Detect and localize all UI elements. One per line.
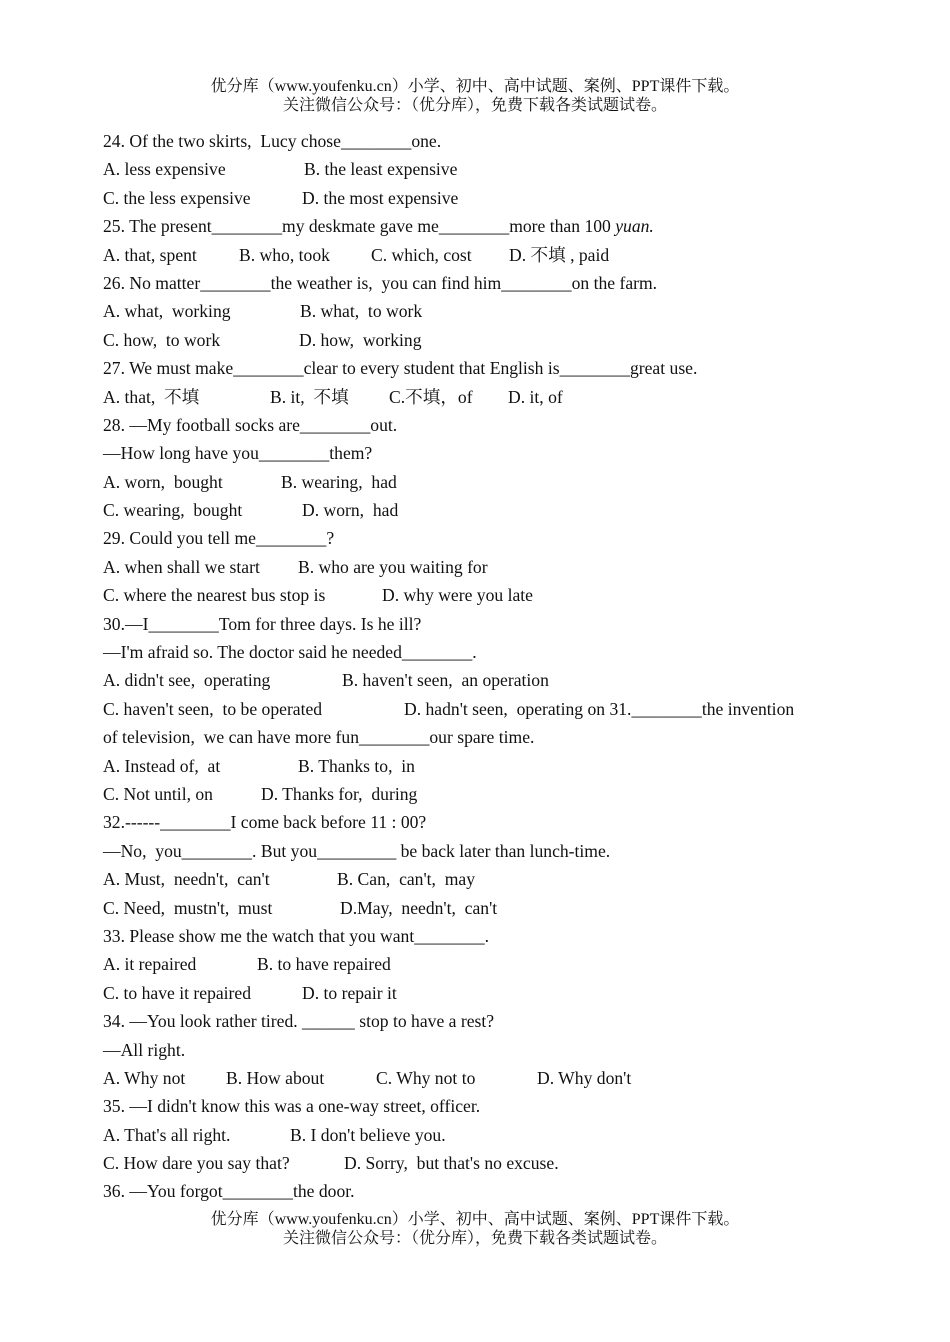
answer-option: A. that, spent <box>103 244 197 265</box>
answer-option: D. hadn't seen, operating on 31.________the invention <box>404 698 795 719</box>
answer-option: A. didn't see, operating <box>103 670 271 691</box>
answer-option: D. Sorry, but that's no excuse. <box>344 1153 559 1174</box>
question-text: 24. Of the two skirts, Lucy chose________one. <box>103 131 442 151</box>
options-line <box>103 1121 843 1149</box>
answer-option: A. that, 不填 <box>103 386 200 407</box>
question-text: —All right. <box>103 1039 186 1060</box>
question-text: 26. No matter________the weather is, you can find him________on the farm. <box>103 272 658 293</box>
answer-option: B. wearing, had <box>281 471 397 492</box>
options-line <box>103 581 843 609</box>
options-line <box>103 695 843 723</box>
answer-option: A. it repaired <box>103 954 197 975</box>
question-text: 27. We must make________clear to every student that English is________great use. <box>103 358 698 379</box>
answer-option: A. Why not <box>103 1067 186 1088</box>
question-line <box>103 411 843 439</box>
answer-option: B. haven't seen, an operation <box>342 670 549 691</box>
question-text: —No, you________. But you_________ be back later than lunch-time. <box>103 840 611 861</box>
answer-option: C. how, to work <box>103 329 221 350</box>
answer-option: A. worn, bought <box>103 471 223 492</box>
footer-line-2: 关注微信公众号：（优分库），免费下载各类试题试卷。 <box>282 1230 667 1247</box>
answer-option: B. Can, can't, may <box>337 869 476 890</box>
answer-option: B. How about <box>226 1067 325 1088</box>
answer-option: D. why were you late <box>382 585 533 606</box>
header-line-1: 优分库（www.youfenku.cn）小学、初中、高中试题、案例、PPT课件下载。 <box>210 78 740 95</box>
question-line <box>103 1177 843 1205</box>
answer-option: D. Why don't <box>537 1067 632 1088</box>
answer-option: A. when shall we start <box>103 556 260 577</box>
answer-option: B. what, to work <box>300 301 423 322</box>
question-text: 33. Please show me the watch that you want________. <box>103 925 490 946</box>
question-text: 28. —My football socks are________out. <box>103 414 398 435</box>
answer-option: B. who, took <box>239 244 330 265</box>
answer-option: A. what, working <box>103 301 231 322</box>
answer-option: D.May, needn't, can't <box>340 897 498 918</box>
answer-option: B. it, 不填 <box>270 386 349 407</box>
options-line <box>103 184 843 212</box>
answer-option: B. Thanks to, in <box>298 755 415 776</box>
question-line <box>103 524 843 552</box>
answer-option: C. which, cost <box>371 244 472 265</box>
answer-option: B. who are you waiting for <box>298 556 488 577</box>
answer-option: C.不填，of <box>389 386 473 407</box>
page-footer <box>0 1210 950 1248</box>
answer-option: D. it, of <box>508 386 563 407</box>
answer-option: A. Must, needn't, can't <box>103 869 270 890</box>
answer-option: B. the least expensive <box>304 159 458 180</box>
page-header <box>0 77 950 115</box>
question-text: 25. The present________my deskmate gave me________more than 100 yuan. <box>103 216 654 237</box>
options-line <box>103 297 843 325</box>
answer-option: D. Thanks for, during <box>261 783 418 804</box>
question-text: 29. Could you tell me________? <box>103 528 335 549</box>
options-line <box>103 666 843 694</box>
answer-option: B. I don't believe you. <box>290 1124 446 1145</box>
question-list <box>103 127 843 1206</box>
answer-option: A. less expensive <box>103 159 226 180</box>
options-line <box>103 326 843 354</box>
question-line <box>103 1007 843 1035</box>
answer-option: C. wearing, bought <box>103 500 243 521</box>
options-line <box>103 780 843 808</box>
question-line <box>103 610 843 638</box>
question-line <box>103 127 843 155</box>
options-line <box>103 241 843 269</box>
question-text: —How long have you________them? <box>103 443 373 464</box>
answer-option: C. Need, mustn't, must <box>103 897 273 918</box>
answer-option: D. how, working <box>299 329 422 350</box>
question-text: —I'm afraid so. The doctor said he needed________. <box>103 642 477 663</box>
answer-option: C. How dare you say that? <box>103 1153 290 1174</box>
answer-option: C. the less expensive <box>103 187 251 208</box>
question-text: of television, we can have more fun________our spare time. <box>103 727 535 748</box>
question-line <box>103 439 843 467</box>
options-line <box>103 752 843 780</box>
question-text: 35. —I didn't know this was a one-way street, officer. <box>103 1096 481 1117</box>
footer-line-1: 优分库（www.youfenku.cn）小学、初中、高中试题、案例、PPT课件下载。 <box>210 1211 740 1228</box>
question-line <box>103 212 843 240</box>
answer-option: C. Why not to <box>376 1067 476 1088</box>
answer-option: D. to repair it <box>302 982 397 1003</box>
options-line <box>103 865 843 893</box>
question-line <box>103 354 843 382</box>
answer-option: A. That's all right. <box>103 1124 231 1145</box>
question-line <box>103 638 843 666</box>
question-text: 34. —You look rather tired. ______ stop to have a rest? <box>103 1011 495 1032</box>
options-line <box>103 496 843 524</box>
answer-option: D. 不填 , paid <box>509 244 610 265</box>
answer-option: B. to have repaired <box>257 954 391 975</box>
answer-option: A. Instead of, at <box>103 755 221 776</box>
answer-option: C. Not until, on <box>103 783 213 804</box>
question-text: 30.—I________Tom for three days. Is he ill? <box>103 613 422 634</box>
question-line <box>103 1092 843 1120</box>
answer-option: C. to have it repaired <box>103 982 252 1003</box>
question-line <box>103 1036 843 1064</box>
options-line <box>103 894 843 922</box>
options-line <box>103 155 843 183</box>
options-line <box>103 1064 843 1092</box>
header-line-2: 关注微信公众号：（优分库），免费下载各类试题试卷。 <box>282 97 667 114</box>
answer-option: D. the most expensive <box>302 187 459 208</box>
question-line <box>103 808 843 836</box>
options-line <box>103 383 843 411</box>
answer-option: C. where the nearest bus stop is <box>103 585 326 606</box>
options-line <box>103 979 843 1007</box>
question-line <box>103 723 843 751</box>
question-line <box>103 837 843 865</box>
options-line <box>103 950 843 978</box>
options-line <box>103 1149 843 1177</box>
question-line <box>103 269 843 297</box>
question-text: 36. —You forgot________the door. <box>103 1181 355 1202</box>
question-line <box>103 922 843 950</box>
question-text: 32.------________I come back before 11 : 00? <box>103 812 427 833</box>
answer-option: C. haven't seen, to be operated <box>103 698 323 719</box>
answer-option: D. worn, had <box>302 500 399 521</box>
question-italic-text: yuan. <box>615 216 654 237</box>
options-line <box>103 468 843 496</box>
options-line <box>103 553 843 581</box>
